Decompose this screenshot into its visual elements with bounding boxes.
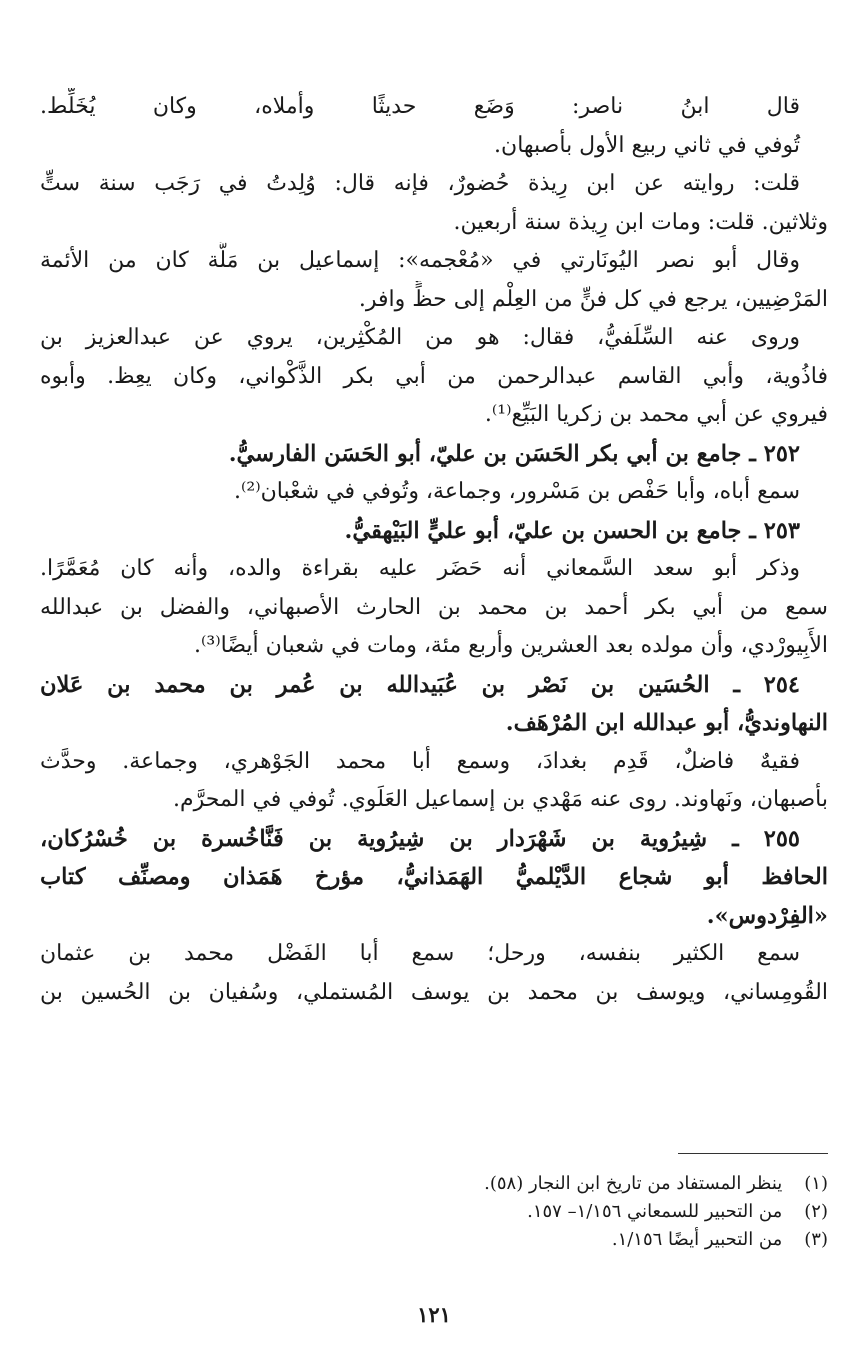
text-line: سمع من أبي بكر أحمد بن محمد بن الحارث الأصبهاني، والفضل بن عبدالله <box>40 594 828 620</box>
entry-heading-253: ٢٥٣ ـ جامع بن الحسن بن عليّ، أبو عليٍّ البَيْهقيُّ. <box>344 517 800 544</box>
footnote <box>40 1170 828 1198</box>
text-line: فقيهٌ فاضلٌ، قَدِم بغدادَ، وسمع أبا محمد الجَوْهري، وجماعة. وحدَّث <box>40 748 800 774</box>
text-line: فاذُوية، وأبي القاسم عبدالرحمن من أبي بكر الذَّكْواني، وكان يعِظ. وأبوه <box>40 363 828 389</box>
entry-heading-255: ٢٥٥ ـ شِيرُوية بن شَهْرَدار بن شِيرُوية بن فَنَّاخُسرة بن خُسْرُكان، <box>40 825 800 852</box>
text-line: وروى عنه السِّلَفيُّ، فقال: هو من المُكْثِرين، يروي عن عبدالعزيز بن <box>40 325 800 350</box>
footnote-text: من التحبير أيضًا ١/١٥٦. <box>611 1229 783 1250</box>
footnote-divider <box>678 1153 828 1154</box>
entry-heading-255-cont: الحافظ أبو شجاع الدَّيْلميُّ الهَمَذانيُّ، مؤرخ هَمَذان ومصنِّف كتاب <box>40 864 828 890</box>
footnote-text: من التحبير للسمعاني ١/١٥٦– ١٥٧. <box>527 1201 783 1222</box>
text-line: فيروي عن أبي محمد بن زكريا البَيِّع⁽¹⁾. <box>484 402 828 427</box>
entry-heading-254-cont: النهاونديُّ، أبو عبدالله ابن المُرْهَف. <box>505 710 828 736</box>
text-line: سمع الكثير بنفسه، ورحل؛ سمع أبا الفَضْل محمد بن عثمان <box>40 941 800 966</box>
text-line: وقال أبو نصر اليُونَارتي في «مُعْجمه»: إسماعيل بن مَلَّة كان من الأئمة <box>40 248 800 273</box>
entry-heading-255-cont: «الفِرْدوس». <box>706 902 828 929</box>
footnote-number: (١) <box>804 1173 828 1194</box>
page-body <box>40 88 828 1348</box>
page-number: ١٢١ <box>417 1302 451 1327</box>
footnote-number: (٢) <box>804 1201 828 1222</box>
text-line: وثلاثين. قلت: ومات ابن رِيذة سنة أربعين. <box>453 209 828 235</box>
footnote <box>40 1198 828 1226</box>
text-line: قلت: روايته عن ابن رِيذة حُضورٌ، فإنه قال: وُلِدتُ في رَجَب سنة ستٍّ <box>40 171 800 196</box>
text-line: المَرْضِيين، يرجع في كل فنٍّ من العِلْم إلى حظٍّ وافر. <box>358 286 828 312</box>
text-line: بأصبهان، ونَهاوند. روى عنه مَهْدي بن إسماعيل العَلَوي. تُوفي في المحرَّم. <box>172 787 828 812</box>
footnote <box>40 1226 828 1254</box>
footnotes <box>40 1170 828 1254</box>
text-line: الأَبِيورْدي، وأن مولده بعد العشرين وأربع مئة، ومات في شعبان أيضًا⁽³⁾. <box>193 633 828 658</box>
entry-heading-252: ٢٥٢ ـ جامع بن أبي بكر الحَسَن بن عليّ، أبو الحَسَن الفارسيُّ. <box>228 440 800 467</box>
text-line: قال ابنُ ناصر: وَضَع حديثًا وأملاه، وكان يُخَلِّط. <box>40 94 800 119</box>
text-line: القُومِساني، ويوسف بن محمد بن يوسف المُستملي، وسُفيان بن الحُسين بن <box>40 979 828 1005</box>
text-line: سمع أباه، وأبا حَفْص بن مَسْرور، وجماعة، وتُوفي في شعْبان⁽²⁾. <box>233 479 800 504</box>
text-line: وذكر أبو سعد السَّمعاني أنه حَضَر عليه بقراءة والده، وأنه كان مُعَمَّرًا. <box>40 556 800 581</box>
footnote-number: (٣) <box>804 1229 828 1250</box>
text-line: تُوفي في ثاني ربيع الأول بأصبهان. <box>494 132 800 158</box>
footnote-text: ينظر المستفاد من تاريخ ابن النجار (٥٨). <box>484 1173 783 1194</box>
entry-heading-254: ٢٥٤ ـ الحُسَين بن نَصْر بن عُبَيدالله بن عُمر بن محمد بن عَلان <box>40 671 800 698</box>
